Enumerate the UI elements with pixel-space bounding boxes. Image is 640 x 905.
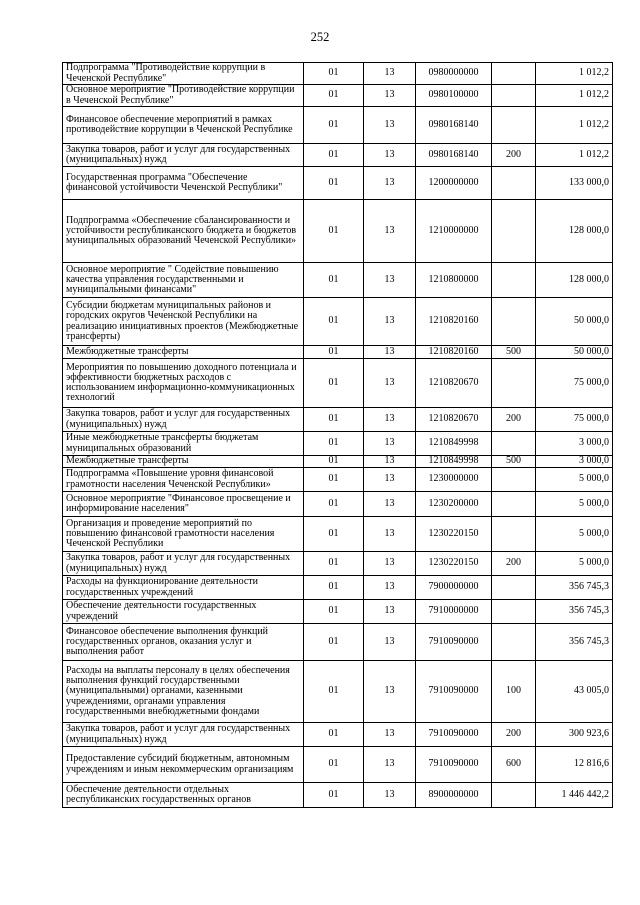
row-amount: 5 000,0 — [536, 468, 613, 492]
row-section: 01 — [304, 492, 364, 517]
row-expense-type — [492, 200, 536, 263]
row-expense-type — [492, 517, 536, 552]
row-target-code: 1210820160 — [416, 346, 492, 359]
table-row — [63, 408, 613, 432]
table-row — [63, 783, 613, 808]
row-amount: 356 745,3 — [536, 600, 613, 624]
row-section: 01 — [304, 600, 364, 624]
row-subsection: 13 — [364, 661, 416, 723]
row-target-code: 0980000000 — [416, 63, 492, 85]
row-expense-type: 500 — [492, 346, 536, 359]
row-section: 01 — [304, 661, 364, 723]
row-expense-type — [492, 167, 536, 200]
row-target-code: 7910090000 — [416, 624, 492, 661]
row-section: 01 — [304, 63, 364, 85]
row-section: 01 — [304, 747, 364, 783]
row-subsection: 13 — [364, 517, 416, 552]
row-name: Межбюджетные трансферты — [63, 456, 304, 468]
row-subsection: 13 — [364, 783, 416, 808]
row-amount: 133 000,0 — [536, 167, 613, 200]
budget-table-body — [63, 63, 613, 808]
table-row — [63, 552, 613, 576]
page-number: 252 — [310, 30, 330, 44]
row-target-code: 1210820670 — [416, 359, 492, 408]
row-name: Расходы на функционирование деятельности государственных учреждений — [63, 576, 304, 600]
row-subsection: 13 — [364, 144, 416, 167]
row-subsection: 13 — [364, 600, 416, 624]
table-row — [63, 144, 613, 167]
row-subsection: 13 — [364, 85, 416, 107]
row-name: Мероприятия по повышению доходного потенциала и эффективности бюджетных расходов с использованием информационно-коммуникационных технологий — [63, 359, 304, 408]
row-name: Иные межбюджетные трансферты бюджетам муниципальных образований — [63, 432, 304, 456]
row-expense-type: 100 — [492, 661, 536, 723]
row-subsection: 13 — [364, 468, 416, 492]
row-target-code: 0980168140 — [416, 107, 492, 144]
row-expense-type: 200 — [492, 144, 536, 167]
row-name: Подпрограмма «Повышение уровня финансовой грамотности населения Чеченской Республики» — [63, 468, 304, 492]
row-expense-type — [492, 600, 536, 624]
row-section: 01 — [304, 298, 364, 346]
row-subsection: 13 — [364, 576, 416, 600]
row-amount: 12 816,6 — [536, 747, 613, 783]
table-row — [63, 517, 613, 552]
row-section: 01 — [304, 576, 364, 600]
row-amount: 128 000,0 — [536, 200, 613, 263]
row-target-code: 1230200000 — [416, 492, 492, 517]
row-amount: 356 745,3 — [536, 576, 613, 600]
row-amount: 5 000,0 — [536, 492, 613, 517]
table-row — [63, 456, 613, 468]
row-section: 01 — [304, 468, 364, 492]
row-amount: 1 012,2 — [536, 144, 613, 167]
row-subsection: 13 — [364, 167, 416, 200]
row-amount: 75 000,0 — [536, 408, 613, 432]
row-name: Закупка товаров, работ и услуг для государственных (муниципальных) нужд — [63, 408, 304, 432]
row-name: Подпрограмма «Обеспечение сбалансированности и устойчивости республиканского бюджета и бюджетов муниципальных образований Чеченской Республики» — [63, 200, 304, 263]
table-row — [63, 359, 613, 408]
table-row — [63, 432, 613, 456]
row-amount: 1 012,2 — [536, 85, 613, 107]
table-row — [63, 167, 613, 200]
table-row — [63, 600, 613, 624]
row-amount: 128 000,0 — [536, 263, 613, 298]
row-section: 01 — [304, 723, 364, 747]
row-subsection: 13 — [364, 63, 416, 85]
row-subsection: 13 — [364, 359, 416, 408]
row-target-code: 7900000000 — [416, 576, 492, 600]
row-expense-type: 200 — [492, 408, 536, 432]
table-row — [63, 468, 613, 492]
row-amount: 50 000,0 — [536, 298, 613, 346]
row-subsection: 13 — [364, 747, 416, 783]
table-row — [63, 624, 613, 661]
row-name: Расходы на выплаты персоналу в целях обеспечения выполнения функций государственными (муниципальными) органами, казенными учреждениями, органами управления государственными внебюджетными фондами — [63, 661, 304, 723]
row-expense-type — [492, 468, 536, 492]
row-subsection: 13 — [364, 552, 416, 576]
row-expense-type: 600 — [492, 747, 536, 783]
row-amount: 1 012,2 — [536, 107, 613, 144]
row-target-code: 7910000000 — [416, 600, 492, 624]
row-name: Закупка товаров, работ и услуг для государственных (муниципальных) нужд — [63, 552, 304, 576]
row-name: Государственная программа "Обеспечение финансовой устойчивости Чеченской Республики" — [63, 167, 304, 200]
row-expense-type — [492, 85, 536, 107]
row-expense-type — [492, 63, 536, 85]
row-section: 01 — [304, 107, 364, 144]
row-expense-type — [492, 624, 536, 661]
row-target-code: 1210820160 — [416, 298, 492, 346]
row-name: Обеспечение деятельности государственных учреждений — [63, 600, 304, 624]
row-name: Обеспечение деятельности отдельных республиканских государственных органов — [63, 783, 304, 808]
table-row — [63, 661, 613, 723]
row-target-code: 1210820670 — [416, 408, 492, 432]
row-name: Финансовое обеспечение мероприятий в рамках противодействие коррупции в Чеченской Республике — [63, 107, 304, 144]
row-section: 01 — [304, 456, 364, 468]
row-amount: 1 012,2 — [536, 63, 613, 85]
row-amount: 43 005,0 — [536, 661, 613, 723]
row-section: 01 — [304, 408, 364, 432]
row-expense-type — [492, 432, 536, 456]
row-target-code: 1230220150 — [416, 552, 492, 576]
row-subsection: 13 — [364, 107, 416, 144]
row-expense-type — [492, 107, 536, 144]
row-subsection: 13 — [364, 263, 416, 298]
row-target-code: 1210849998 — [416, 432, 492, 456]
row-section: 01 — [304, 517, 364, 552]
row-section: 01 — [304, 346, 364, 359]
table-row — [63, 85, 613, 107]
table-row — [63, 492, 613, 517]
table-row — [63, 346, 613, 359]
row-subsection: 13 — [364, 492, 416, 517]
row-section: 01 — [304, 624, 364, 661]
row-name: Субсидии бюджетам муниципальных районов и городских округов Чеченской Республики на реализацию инициативных проектов (Межбюджетные трансферты) — [63, 298, 304, 346]
row-name: Основное мероприятие "Противодействие коррупции в Чеченской Республике" — [63, 85, 304, 107]
row-subsection: 13 — [364, 200, 416, 263]
row-section: 01 — [304, 144, 364, 167]
budget-table — [62, 62, 613, 808]
row-target-code: 7910090000 — [416, 747, 492, 783]
table-row — [63, 200, 613, 263]
row-section: 01 — [304, 432, 364, 456]
row-subsection: 13 — [364, 298, 416, 346]
row-expense-type — [492, 263, 536, 298]
table-row — [63, 723, 613, 747]
row-target-code: 1210000000 — [416, 200, 492, 263]
row-subsection: 13 — [364, 346, 416, 359]
table-row — [63, 107, 613, 144]
row-name: Предоставление субсидий бюджетным, автономным учреждениям и иным некоммерческим организациям — [63, 747, 304, 783]
row-expense-type — [492, 576, 536, 600]
row-target-code: 0980168140 — [416, 144, 492, 167]
row-target-code: 0980100000 — [416, 85, 492, 107]
row-section: 01 — [304, 552, 364, 576]
row-expense-type — [492, 783, 536, 808]
row-amount: 3 000,0 — [536, 432, 613, 456]
row-amount: 1 446 442,2 — [536, 783, 613, 808]
table-row — [63, 63, 613, 85]
table-row — [63, 576, 613, 600]
row-name: Основное мероприятие "Финансовое просвещение и информирование населения" — [63, 492, 304, 517]
row-name: Организация и проведение мероприятий по повышению финансовой грамотности населения Чеченской Республики — [63, 517, 304, 552]
row-target-code: 1230000000 — [416, 468, 492, 492]
row-name: Межбюджетные трансферты — [63, 346, 304, 359]
row-amount: 5 000,0 — [536, 552, 613, 576]
table-row — [63, 747, 613, 783]
row-name: Финансовое обеспечение выполнения функций государственных органов, оказания услуг и выполнения работ — [63, 624, 304, 661]
row-subsection: 13 — [364, 723, 416, 747]
row-expense-type: 500 — [492, 456, 536, 468]
row-target-code: 1210849998 — [416, 456, 492, 468]
row-expense-type — [492, 492, 536, 517]
row-section: 01 — [304, 359, 364, 408]
row-expense-type — [492, 359, 536, 408]
row-target-code: 1210800000 — [416, 263, 492, 298]
row-target-code: 7910090000 — [416, 661, 492, 723]
row-subsection: 13 — [364, 432, 416, 456]
row-target-code: 1200000000 — [416, 167, 492, 200]
table-row — [63, 263, 613, 298]
row-section: 01 — [304, 783, 364, 808]
row-name: Закупка товаров, работ и услуг для государственных (муниципальных) нужд — [63, 723, 304, 747]
row-expense-type — [492, 298, 536, 346]
row-target-code: 1230220150 — [416, 517, 492, 552]
row-section: 01 — [304, 200, 364, 263]
row-amount: 5 000,0 — [536, 517, 613, 552]
row-name: Закупка товаров, работ и услуг для государственных (муниципальных) нужд — [63, 144, 304, 167]
row-amount: 3 000,0 — [536, 456, 613, 468]
row-section: 01 — [304, 263, 364, 298]
row-subsection: 13 — [364, 624, 416, 661]
row-name: Подпрограмма "Противодействие коррупции в Чеченской Республике" — [63, 63, 304, 85]
row-subsection: 13 — [364, 408, 416, 432]
row-expense-type: 200 — [492, 552, 536, 576]
table-row — [63, 298, 613, 346]
row-amount: 356 745,3 — [536, 624, 613, 661]
row-expense-type: 200 — [492, 723, 536, 747]
row-target-code: 8900000000 — [416, 783, 492, 808]
row-section: 01 — [304, 85, 364, 107]
row-subsection: 13 — [364, 456, 416, 468]
row-amount: 50 000,0 — [536, 346, 613, 359]
row-amount: 300 923,6 — [536, 723, 613, 747]
row-target-code: 7910090000 — [416, 723, 492, 747]
row-section: 01 — [304, 167, 364, 200]
row-name: Основное мероприятие " Содействие повышению качества управления государственными и муниципальными финансами" — [63, 263, 304, 298]
row-amount: 75 000,0 — [536, 359, 613, 408]
